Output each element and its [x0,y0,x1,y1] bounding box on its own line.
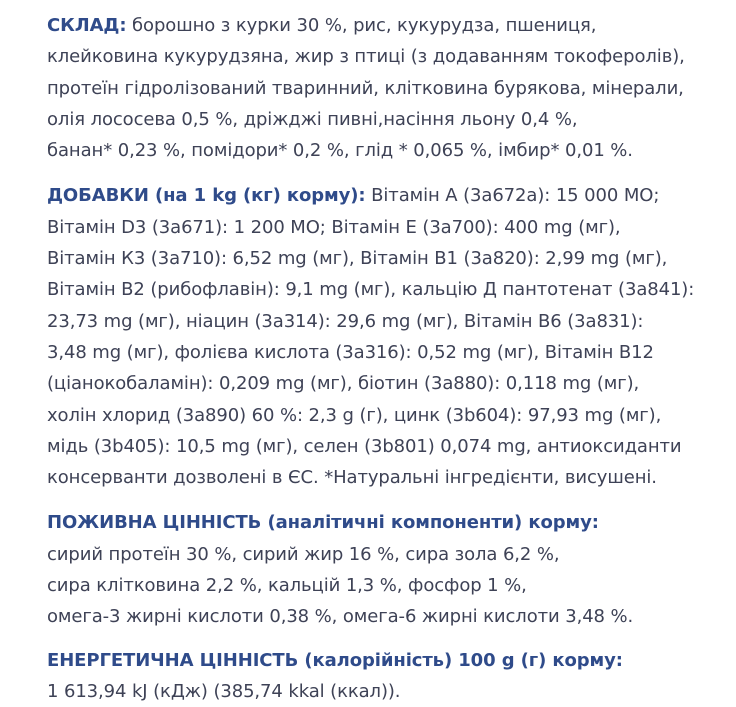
additives-line-8: холін хлорид (3a890) 60 %: 2,3 g (г), цинк (3b604): 97,93 mg (мг), [47,404,662,426]
product-label-document [47,10,729,707]
composition-line-3: протеїн гідролізований тваринний, клітковина бурякова, мінерали, [47,77,684,99]
energy-section [47,645,729,707]
additives-line-4: Вітамін В2 (рибофлавін): 9,1 mg (мг), кальцію Д пантотенат (3a841): [47,279,695,301]
additives-section [47,180,729,493]
composition-line-5: банан* 0,23 %, помідори* 0,2 %, глід * 0,065 %, імбир* 0,01 %. [47,140,633,162]
nutrition-line-2: сира клітковина 2,2 %, кальцій 1,3 %, фосфор 1 %, [47,575,527,597]
additives-line-1 [47,180,729,211]
composition-line-1 [47,10,729,41]
additives-line-5: 23,73 mg (мг), ніацин (3a314): 29,6 mg (мг), Вітамін В6 (3a831): [47,310,644,332]
additives-line-7: (ціанокобаламін): 0,209 mg (мг), біотин (3a880): 0,118 mg (мг), [47,373,640,395]
nutrition-line-3: омега-3 жирні кислоти 0,38 %, омега-6 жирні кислоти 3,48 %. [47,606,634,628]
composition-section [47,10,729,166]
additives-line-3: Вітамін К3 (3a710): 6,52 mg (мг), Вітамін В1 (3a820): 2,99 mg (мг), [47,248,668,270]
additives-line-2: Вітамін D3 (3a671): 1 200 МО; Вітамін E (3a700): 400 mg (мг), [47,216,621,238]
additives-line-10: консерванти дозволені в ЄС. *Натуральні інгредієнти, висушені. [47,467,657,489]
additives-heading: ДОБАВКИ (на 1 kg (кг) корму): [47,185,366,207]
energy-heading: ЕНЕРГЕТИЧНА ЦІННІСТЬ (калорійність) 100 g (г) корму: [47,649,623,671]
nutrition-section [47,507,729,632]
composition-text: борошно з курки 30 %, рис, кукурудза, пшениця, [126,15,597,36]
composition-line-2: клейковина кукурудзяна, жир з птиці (з додаванням токоферолів), [47,46,685,68]
energy-line-1: 1 613,94 kJ (кДж) (385,74 kkal (ккал)). [47,680,401,702]
nutrition-heading: ПОЖИВНА ЦІННІСТЬ (аналітичні компоненти) корму: [47,512,599,534]
additives-line-9: мідь (3b405): 10,5 mg (мг), селен (3b801) 0,074 mg, антиоксиданти [47,435,682,457]
composition-heading: СКЛАД: [47,15,127,36]
additives-line-6: 3,48 mg (мг), фолієва кислота (3a316): 0,52 mg (мг), Вітамін В12 [47,341,654,363]
additives-text: Вітамін A (3a672a): 15 000 МО; [365,185,660,207]
nutrition-line-1: сирий протеїн 30 %, сирий жир 16 %, сира зола 6,2 %, [47,543,560,565]
composition-line-4: олія лососева 0,5 %, дріжджі пивні,насіння льону 0,4 %, [47,108,578,130]
